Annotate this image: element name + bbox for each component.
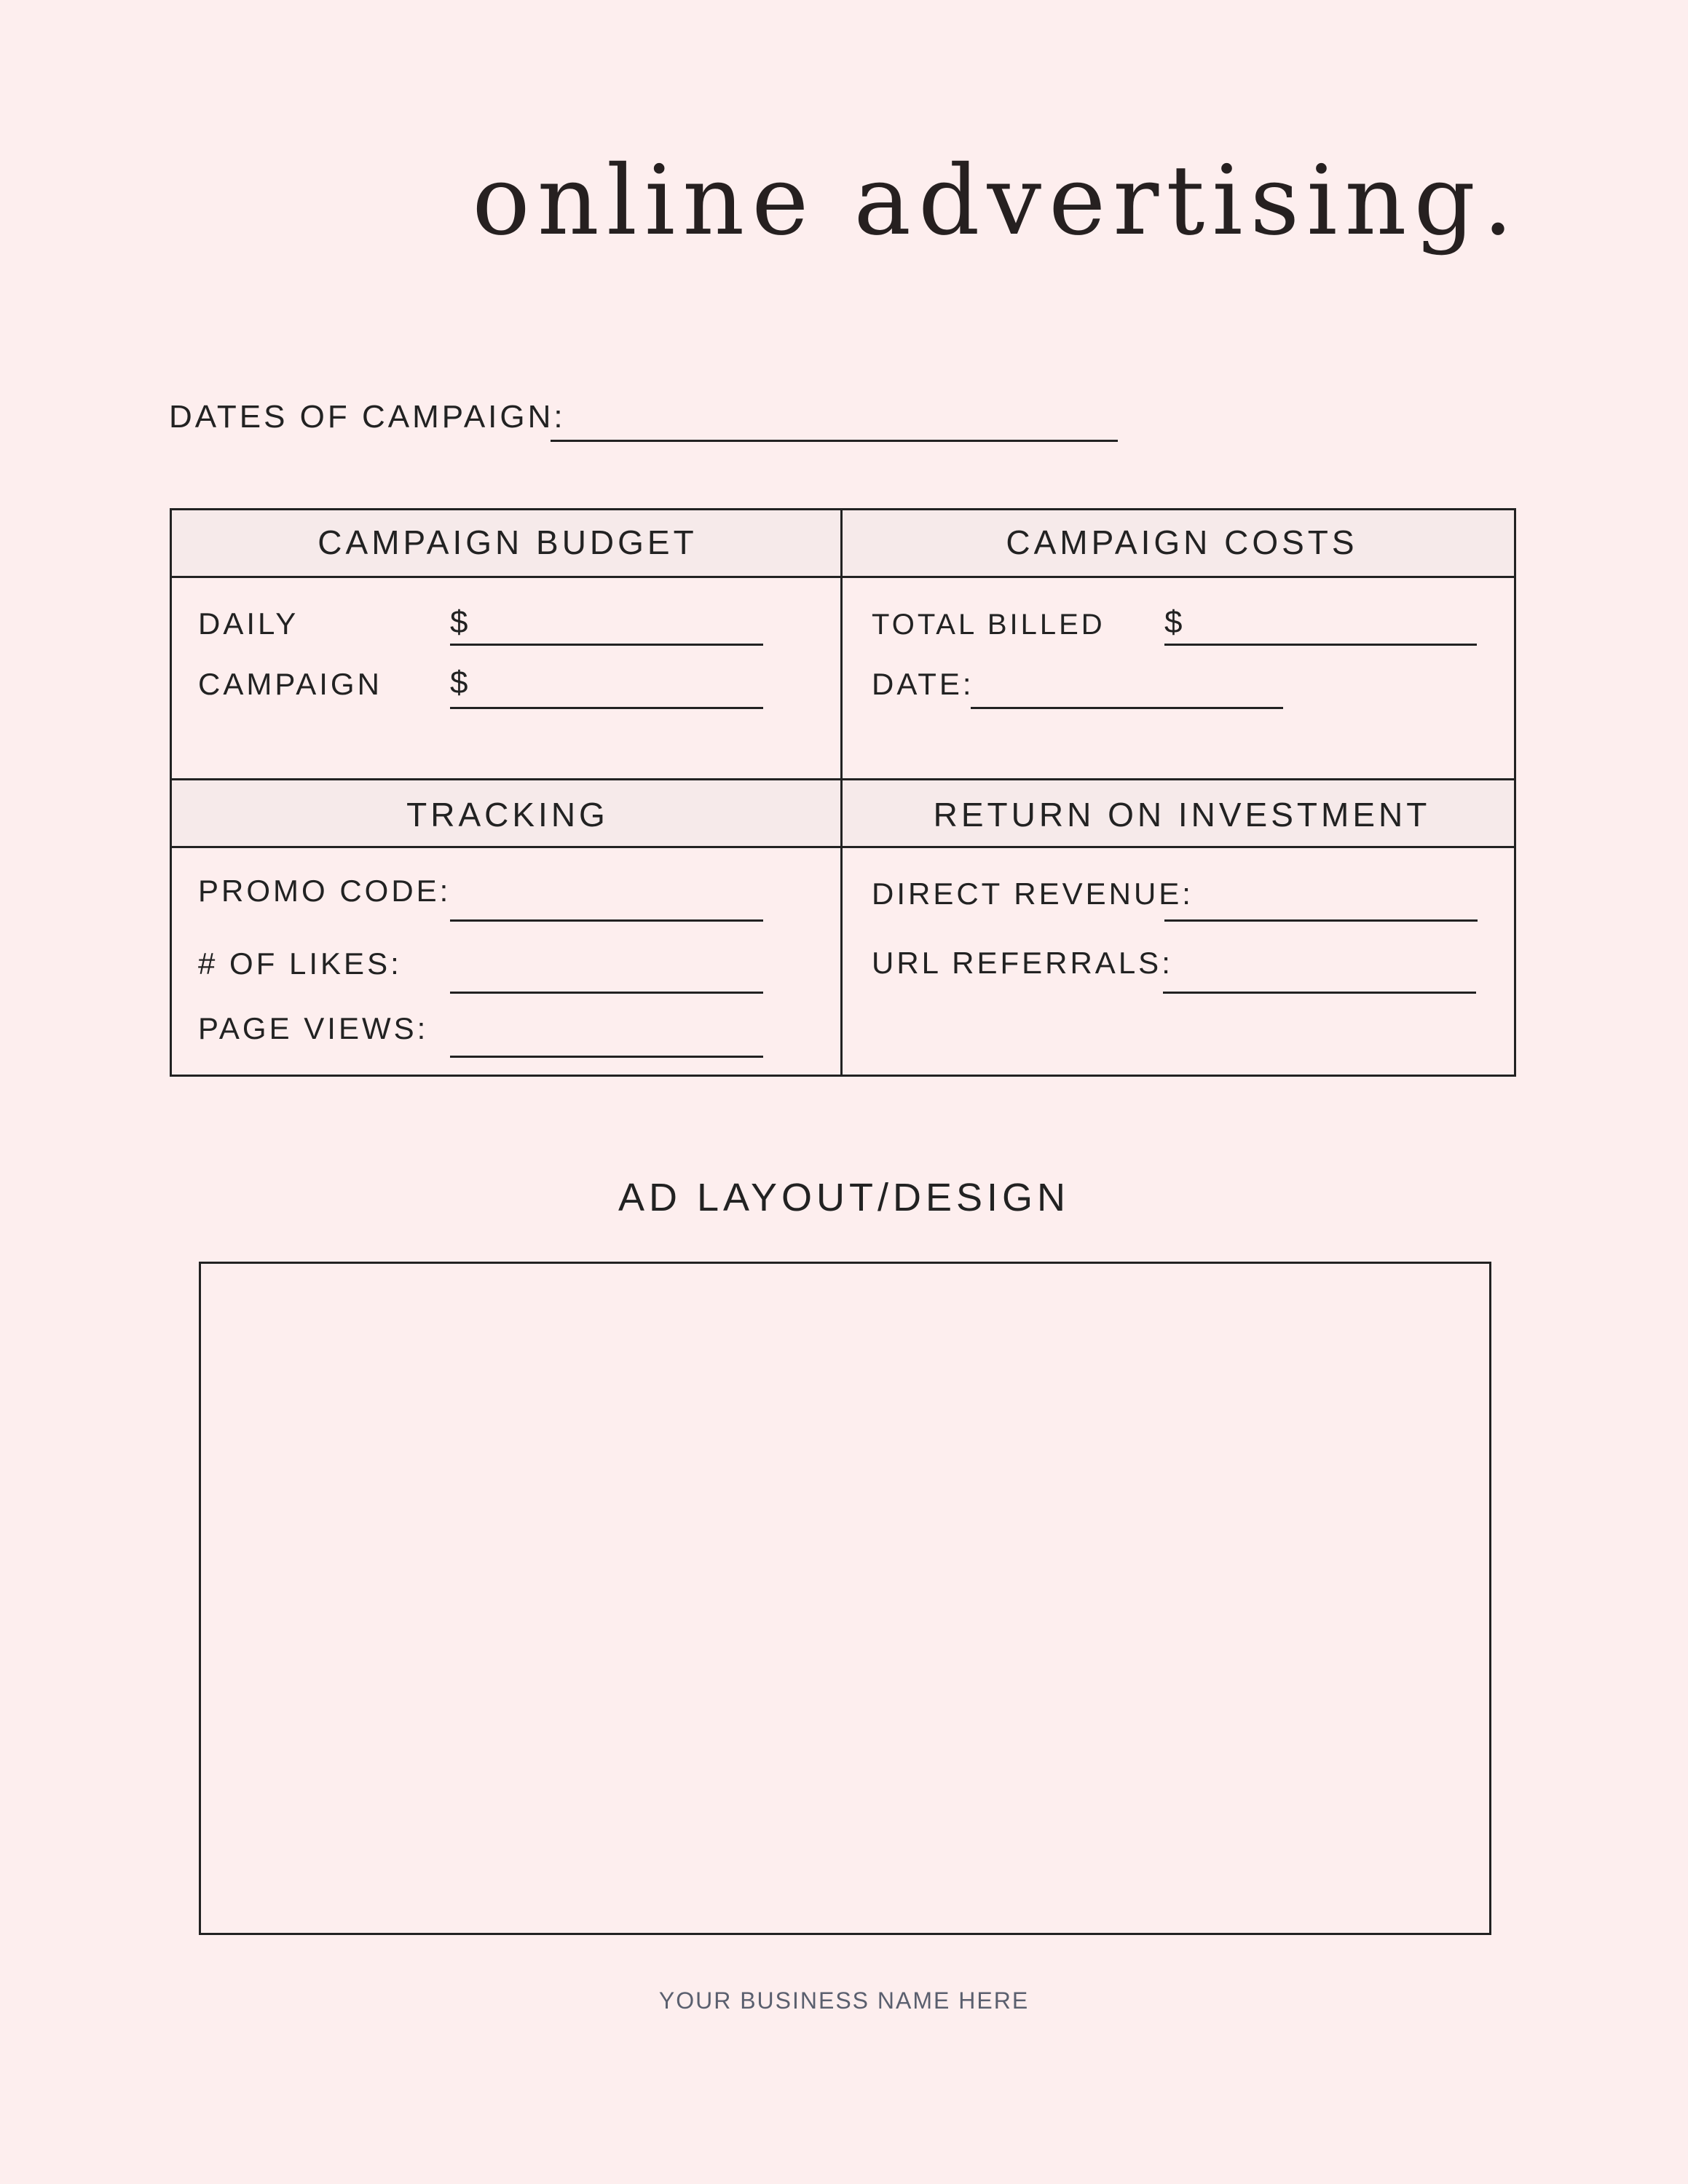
promo-code-label: PROMO CODE: xyxy=(198,874,451,908)
dates-of-campaign-label: DATES OF CAMPAIGN: xyxy=(169,399,566,435)
ad-layout-design-heading: AD LAYOUT/DESIGN xyxy=(618,1176,1070,1219)
daily-budget-field[interactable] xyxy=(450,644,763,646)
date-label: DATE: xyxy=(872,667,974,701)
likes-label: # OF LIKES: xyxy=(198,946,402,981)
tracking-heading: TRACKING xyxy=(406,796,609,834)
page-views-field[interactable] xyxy=(450,1056,763,1058)
likes-field[interactable] xyxy=(450,992,763,994)
campaign-budget-heading: CAMPAIGN BUDGET xyxy=(318,523,698,561)
direct-revenue-field[interactable] xyxy=(1164,919,1478,922)
total-billed-label: TOTAL BILLED xyxy=(872,609,1105,641)
campaign-costs-heading: CAMPAIGN COSTS xyxy=(1006,523,1358,561)
campaign-currency: $ xyxy=(450,665,468,700)
promo-code-field[interactable] xyxy=(450,919,763,922)
daily-label: DAILY xyxy=(198,606,299,641)
roi-heading: RETURN ON INVESTMENT xyxy=(933,796,1431,834)
table-column-divider xyxy=(840,508,843,1077)
ad-layout-design-box[interactable] xyxy=(199,1262,1491,1935)
url-referrals-field[interactable] xyxy=(1163,992,1476,994)
page-views-label: PAGE VIEWS: xyxy=(198,1011,429,1045)
dates-of-campaign-field[interactable] xyxy=(551,440,1118,442)
daily-currency: $ xyxy=(450,604,468,640)
page-title: online advertising. xyxy=(472,145,1521,257)
total-billed-currency: $ xyxy=(1164,604,1183,640)
date-field[interactable] xyxy=(971,707,1283,709)
url-referrals-label: URL REFERRALS: xyxy=(872,946,1173,980)
business-name-footer: YOUR BUSINESS NAME HERE xyxy=(658,1987,1030,2014)
campaign-budget-field[interactable] xyxy=(450,707,763,709)
total-billed-field[interactable] xyxy=(1164,644,1477,646)
direct-revenue-label: DIRECT REVENUE: xyxy=(872,877,1194,911)
campaign-label: CAMPAIGN xyxy=(198,667,382,701)
